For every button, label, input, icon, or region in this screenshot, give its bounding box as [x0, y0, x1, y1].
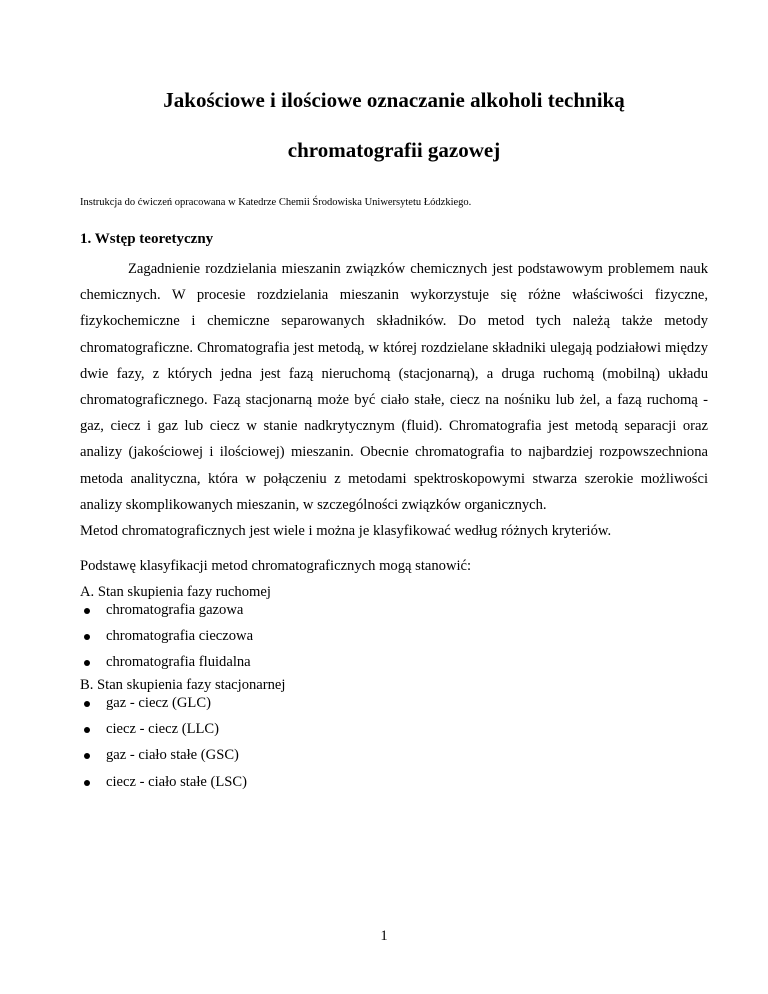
- methods-paragraph: Metod chromatograficznych jest wiele i można je klasyfikować według różnych kryteriów.: [80, 523, 612, 539]
- bullet-icon: [84, 660, 90, 666]
- list-item: gaz - ciecz (GLC): [80, 690, 247, 716]
- group-b-list: [80, 690, 247, 795]
- classification-intro: Podstawę klasyfikacji metod chromatograficznych mogą stanowić:: [80, 558, 472, 574]
- group-a-heading: A. Stan skupienia fazy ruchomej: [80, 584, 271, 600]
- list-item: chromatografia fluidalna: [80, 649, 253, 675]
- bullet-icon: [84, 608, 90, 614]
- section-heading: 1. Wstęp teoretyczny: [80, 231, 214, 247]
- document-title-line-2: chromatografii gazowej: [287, 138, 501, 162]
- bullet-icon: [84, 701, 90, 707]
- list-item: ciecz - ciecz (LLC): [80, 716, 247, 742]
- list-item: gaz - ciało stałe (GSC): [80, 742, 247, 768]
- list-item: chromatografia cieczowa: [80, 623, 253, 649]
- page-number: 1: [380, 928, 388, 944]
- list-item: ciecz - ciało stałe (LSC): [80, 769, 247, 795]
- authorship-note: Instrukcja do ćwiczeń opracowana w Katedrze Chemii Środowiska Uniwersytetu Łódzkiego.: [80, 197, 472, 208]
- bullet-icon: [84, 634, 90, 640]
- document-title-line-1: Jakościowe i ilościowe oznaczanie alkoholi techniką: [163, 88, 625, 112]
- bullet-icon: [84, 727, 90, 733]
- group-b-heading: B. Stan skupienia fazy stacjonarnej: [80, 677, 286, 693]
- bullet-icon: [84, 753, 90, 759]
- list-item: chromatografia gazowa: [80, 597, 253, 623]
- group-a-list: [80, 597, 253, 676]
- bullet-icon: [84, 780, 90, 786]
- intro-paragraph: Zagadnienie rozdzielania mieszanin związków chemicznych jest podstawowym problemem nauk chemicznych. W procesie rozdzielania mieszanin wykorzystuje się różne właściwości fizyczne, fizykochemiczne i chemiczne separowanych składników. Do metod tych należą także metody chromatograficzne. Chromatografia jest metodą, w której rozdzielane składniki ulegają podziałowi między dwie fazy, z których jedna jest fazą nieruchomą (stacjonarną), a druga ruchomą (mobilną) układu chromatograficznego. Fazą stacjonarną może być ciało stałe, ciecz na nośniku lub żel, a fazą ruchomą - gaz, ciecz i gaz lub ciecz w stanie nadkrytycznym (fluid). Chromatografia jest metodą separacji oraz analizy (jakościowej i ilościowej) mieszanin. Obecnie chromatografia to najbardziej rozpowszechniona metoda analityczna, która w połączeniu z metodami spektroskopowymi stwarza szerokie możliwości analizy skomplikowanych mieszanin, w szczególności związków organicznych.: [80, 261, 708, 513]
